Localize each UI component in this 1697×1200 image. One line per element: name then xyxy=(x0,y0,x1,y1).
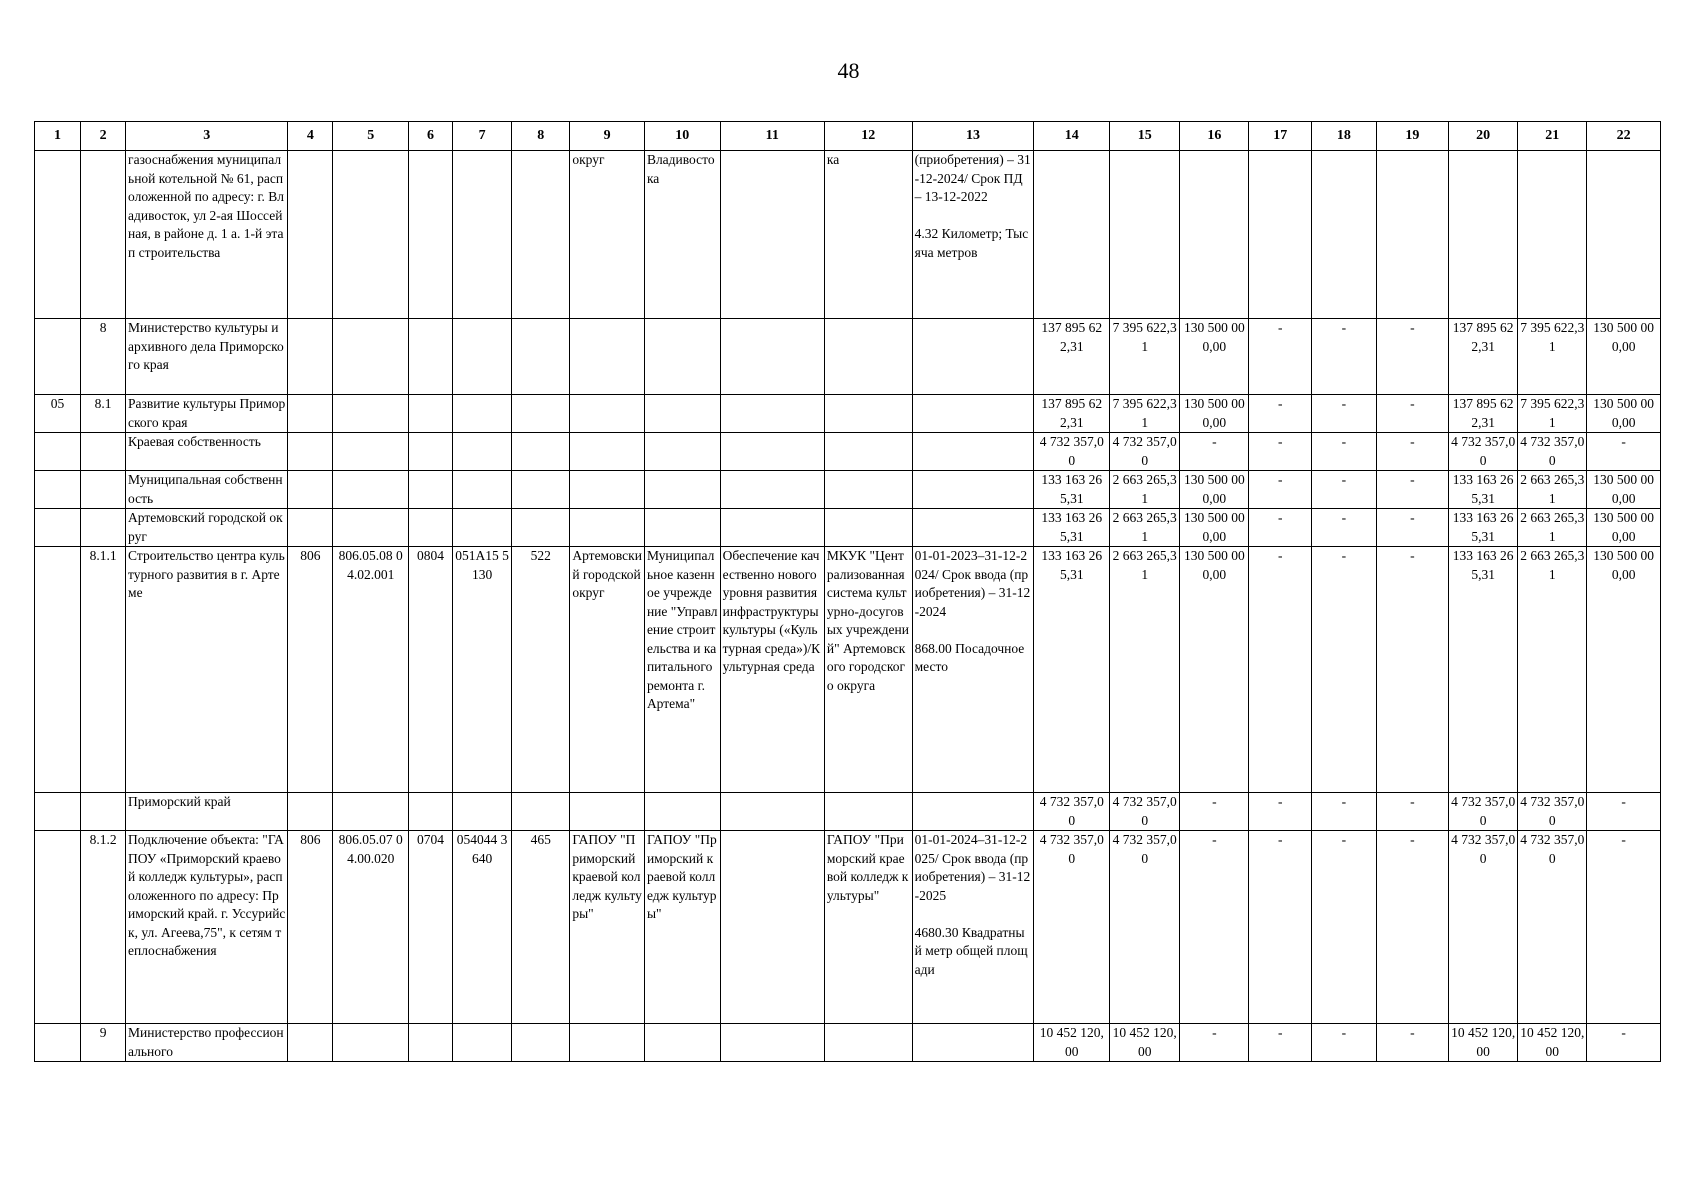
cell-col-22: - xyxy=(1587,1024,1661,1062)
col-header: 1 xyxy=(35,122,81,151)
program-table xyxy=(34,121,1661,1062)
cell-col-4 xyxy=(288,151,333,319)
cell-col-6 xyxy=(409,1024,453,1062)
cell-col-10 xyxy=(644,509,720,547)
cell-col-17: - xyxy=(1249,831,1312,1024)
table-row xyxy=(35,471,1661,509)
cell-col-22: - xyxy=(1587,831,1661,1024)
cell-col-5: 806.05.08 04.02.001 xyxy=(333,547,409,793)
cell-col-12: ГАПОУ "Приморский краевой колледж культуры" xyxy=(824,831,912,1024)
cell-col-1 xyxy=(35,319,81,395)
cell-col-11 xyxy=(720,831,824,1024)
cell-col-17: - xyxy=(1249,509,1312,547)
table-row xyxy=(35,395,1661,433)
cell-col-20: 133 163 265,31 xyxy=(1449,471,1518,509)
cell-col-16: 130 500 000,00 xyxy=(1180,509,1249,547)
table-row xyxy=(35,151,1661,319)
col-header: 16 xyxy=(1180,122,1249,151)
cell-col-19: - xyxy=(1376,793,1448,831)
cell-col-15: 10 452 120,00 xyxy=(1110,1024,1180,1062)
cell-col-7 xyxy=(452,793,511,831)
cell-col-18: - xyxy=(1311,1024,1376,1062)
cell-col-12 xyxy=(824,509,912,547)
cell-col-19: - xyxy=(1376,319,1448,395)
cell-col-8 xyxy=(512,509,570,547)
cell-col-2: 9 xyxy=(81,1024,126,1062)
cell-col-11 xyxy=(720,1024,824,1062)
cell-col-1: 05 xyxy=(35,395,81,433)
col-header: 6 xyxy=(409,122,453,151)
cell-col-10: Муниципальное казенное учреждение "Управление строительства и капитального ремонта г. Артема" xyxy=(644,547,720,793)
cell-col-11 xyxy=(720,433,824,471)
cell-col-20: 133 163 265,31 xyxy=(1449,509,1518,547)
cell-col-4: 806 xyxy=(288,831,333,1024)
cell-col-20: 10 452 120,00 xyxy=(1449,1024,1518,1062)
col-header: 19 xyxy=(1376,122,1448,151)
cell-col-1 xyxy=(35,547,81,793)
cell-col-19: - xyxy=(1376,831,1448,1024)
cell-col-21: 4 732 357,00 xyxy=(1518,793,1587,831)
cell-col-13: 01-01-2024–31-12-2025/ Срок ввода (приобретения) – 31-12-2025 4680.30 Квадратный метр общей площади xyxy=(912,831,1034,1024)
cell-col-3: Министерство профессионального xyxy=(126,1024,288,1062)
cell-col-7 xyxy=(452,151,511,319)
cell-col-19: - xyxy=(1376,471,1448,509)
cell-col-1 xyxy=(35,433,81,471)
cell-col-12 xyxy=(824,471,912,509)
cell-col-22: 130 500 000,00 xyxy=(1587,395,1661,433)
col-header: 14 xyxy=(1034,122,1110,151)
cell-col-15: 4 732 357,00 xyxy=(1110,793,1180,831)
cell-col-11 xyxy=(720,395,824,433)
cell-col-4 xyxy=(288,793,333,831)
cell-col-7: 051A15 5130 xyxy=(452,547,511,793)
cell-col-3: Подключение объекта: "ГАПОУ «Приморский краевой колледж культуры», расположенного по адресу: Приморский край. г. Уссурийск, ул. Агеева,75", к сетям теплоснабжения xyxy=(126,831,288,1024)
cell-col-2 xyxy=(81,471,126,509)
cell-col-16: - xyxy=(1180,433,1249,471)
cell-col-11 xyxy=(720,319,824,395)
cell-col-1 xyxy=(35,1024,81,1062)
cell-col-10 xyxy=(644,1024,720,1062)
cell-col-9: ГАПОУ "Приморский краевой колледж культуры" xyxy=(570,831,645,1024)
cell-col-13 xyxy=(912,509,1034,547)
cell-col-5 xyxy=(333,509,409,547)
cell-col-4 xyxy=(288,509,333,547)
cell-col-1 xyxy=(35,151,81,319)
cell-col-18: - xyxy=(1311,395,1376,433)
cell-col-21: 4 732 357,00 xyxy=(1518,831,1587,1024)
cell-col-3: Артемовский городской округ xyxy=(126,509,288,547)
cell-col-7 xyxy=(452,509,511,547)
cell-col-1 xyxy=(35,793,81,831)
cell-col-18: - xyxy=(1311,509,1376,547)
col-header: 15 xyxy=(1110,122,1180,151)
col-header: 10 xyxy=(644,122,720,151)
cell-col-21: 2 663 265,31 xyxy=(1518,471,1587,509)
cell-col-14: 4 732 357,00 xyxy=(1034,433,1110,471)
cell-col-1 xyxy=(35,471,81,509)
col-header: 13 xyxy=(912,122,1034,151)
cell-col-10: Владивостока xyxy=(644,151,720,319)
cell-col-3: Краевая собственность xyxy=(126,433,288,471)
cell-col-17: - xyxy=(1249,547,1312,793)
cell-col-7 xyxy=(452,395,511,433)
col-header: 21 xyxy=(1518,122,1587,151)
cell-col-7 xyxy=(452,319,511,395)
cell-col-7 xyxy=(452,1024,511,1062)
cell-col-16: - xyxy=(1180,1024,1249,1062)
cell-col-3: газоснабжения муниципальной котельной № 61, расположенной по адресу: г. Владивосток, ул 2-ая Шоссейная, в районе д. 1 а. 1-й этап строительства xyxy=(126,151,288,319)
cell-col-15: 2 663 265,31 xyxy=(1110,509,1180,547)
cell-col-13: (приобретения) – 31-12-2024/ Срок ПД – 13-12-2022 4.32 Километр; Тысяча метров xyxy=(912,151,1034,319)
cell-col-9 xyxy=(570,319,645,395)
cell-col-10 xyxy=(644,471,720,509)
cell-col-8 xyxy=(512,793,570,831)
cell-col-4: 806 xyxy=(288,547,333,793)
cell-col-12 xyxy=(824,395,912,433)
col-header: 7 xyxy=(452,122,511,151)
col-header: 22 xyxy=(1587,122,1661,151)
cell-col-17: - xyxy=(1249,319,1312,395)
cell-col-10 xyxy=(644,433,720,471)
cell-col-21: 2 663 265,31 xyxy=(1518,509,1587,547)
cell-col-20: 137 895 622,31 xyxy=(1449,395,1518,433)
cell-col-12: МКУК "Централизованная система культурно-досуговых учреждений" Артемовского городского округа xyxy=(824,547,912,793)
cell-col-6 xyxy=(409,509,453,547)
cell-col-13 xyxy=(912,433,1034,471)
cell-col-6 xyxy=(409,793,453,831)
cell-col-2: 8.1.2 xyxy=(81,831,126,1024)
col-header: 20 xyxy=(1449,122,1518,151)
cell-col-18: - xyxy=(1311,793,1376,831)
cell-col-3: Развитие культуры Приморского края xyxy=(126,395,288,433)
cell-col-3: Муниципальная собственность xyxy=(126,471,288,509)
cell-col-19: - xyxy=(1376,509,1448,547)
cell-col-7: 054044 3640 xyxy=(452,831,511,1024)
cell-col-20 xyxy=(1449,151,1518,319)
cell-col-14: 137 895 622,31 xyxy=(1034,395,1110,433)
cell-col-10 xyxy=(644,793,720,831)
table-row xyxy=(35,1024,1661,1062)
cell-col-2 xyxy=(81,509,126,547)
cell-col-6: 0804 xyxy=(409,547,453,793)
cell-col-10: ГАПОУ "Приморский краевой колледж культуры" xyxy=(644,831,720,1024)
cell-col-20: 137 895 622,31 xyxy=(1449,319,1518,395)
cell-col-2 xyxy=(81,433,126,471)
cell-col-19: - xyxy=(1376,547,1448,793)
cell-col-22: 130 500 000,00 xyxy=(1587,319,1661,395)
table-row xyxy=(35,319,1661,395)
cell-col-16: 130 500 000,00 xyxy=(1180,547,1249,793)
cell-col-4 xyxy=(288,433,333,471)
col-header: 9 xyxy=(570,122,645,151)
cell-col-11: Обеспечение качественно нового уровня развития инфраструктуры культуры («Культурная среда»)/Культурная среда xyxy=(720,547,824,793)
cell-col-4 xyxy=(288,319,333,395)
cell-col-5 xyxy=(333,433,409,471)
cell-col-10 xyxy=(644,395,720,433)
cell-col-21: 7 395 622,31 xyxy=(1518,319,1587,395)
cell-col-18: - xyxy=(1311,319,1376,395)
col-header: 18 xyxy=(1311,122,1376,151)
cell-col-9: Артемовский городской округ xyxy=(570,547,645,793)
cell-col-16: 130 500 000,00 xyxy=(1180,319,1249,395)
cell-col-9 xyxy=(570,793,645,831)
cell-col-5 xyxy=(333,471,409,509)
cell-col-9 xyxy=(570,509,645,547)
cell-col-7 xyxy=(452,433,511,471)
cell-col-6 xyxy=(409,433,453,471)
cell-col-18: - xyxy=(1311,433,1376,471)
cell-col-14: 4 732 357,00 xyxy=(1034,831,1110,1024)
cell-col-14: 4 732 357,00 xyxy=(1034,793,1110,831)
col-header: 5 xyxy=(333,122,409,151)
cell-col-5: 806.05.07 04.00.020 xyxy=(333,831,409,1024)
cell-col-5 xyxy=(333,151,409,319)
cell-col-2: 8.1 xyxy=(81,395,126,433)
cell-col-11 xyxy=(720,151,824,319)
cell-col-9 xyxy=(570,433,645,471)
header-row xyxy=(35,122,1661,151)
cell-col-3: Министерство культуры и архивного дела Приморского края xyxy=(126,319,288,395)
cell-col-22 xyxy=(1587,151,1661,319)
cell-col-2: 8.1.1 xyxy=(81,547,126,793)
cell-col-22: 130 500 000,00 xyxy=(1587,471,1661,509)
cell-col-8 xyxy=(512,433,570,471)
cell-col-5 xyxy=(333,793,409,831)
cell-col-12: ка xyxy=(824,151,912,319)
cell-col-5 xyxy=(333,395,409,433)
cell-col-7 xyxy=(452,471,511,509)
cell-col-21 xyxy=(1518,151,1587,319)
cell-col-12 xyxy=(824,433,912,471)
cell-col-12 xyxy=(824,1024,912,1062)
col-header: 12 xyxy=(824,122,912,151)
cell-col-8 xyxy=(512,395,570,433)
cell-col-20: 4 732 357,00 xyxy=(1449,793,1518,831)
cell-col-19: - xyxy=(1376,1024,1448,1062)
cell-col-21: 7 395 622,31 xyxy=(1518,395,1587,433)
cell-col-4 xyxy=(288,395,333,433)
cell-col-14: 137 895 622,31 xyxy=(1034,319,1110,395)
cell-col-17: - xyxy=(1249,793,1312,831)
cell-col-11 xyxy=(720,793,824,831)
cell-col-3: Строительство центра культурного развития в г. Артеме xyxy=(126,547,288,793)
table-row xyxy=(35,831,1661,1024)
cell-col-18 xyxy=(1311,151,1376,319)
cell-col-19 xyxy=(1376,151,1448,319)
cell-col-14 xyxy=(1034,151,1110,319)
cell-col-17: - xyxy=(1249,395,1312,433)
cell-col-8: 522 xyxy=(512,547,570,793)
cell-col-17: - xyxy=(1249,471,1312,509)
cell-col-18: - xyxy=(1311,471,1376,509)
cell-col-22: 130 500 000,00 xyxy=(1587,509,1661,547)
page-number: 48 xyxy=(837,58,860,83)
table-row xyxy=(35,433,1661,471)
cell-col-21: 10 452 120,00 xyxy=(1518,1024,1587,1062)
col-header: 2 xyxy=(81,122,126,151)
cell-col-9 xyxy=(570,471,645,509)
cell-col-4 xyxy=(288,1024,333,1062)
cell-col-15: 7 395 622,31 xyxy=(1110,395,1180,433)
cell-col-15: 2 663 265,31 xyxy=(1110,547,1180,793)
cell-col-1 xyxy=(35,509,81,547)
col-header: 11 xyxy=(720,122,824,151)
cell-col-14: 133 163 265,31 xyxy=(1034,471,1110,509)
cell-col-5 xyxy=(333,319,409,395)
cell-col-2: 8 xyxy=(81,319,126,395)
cell-col-20: 4 732 357,00 xyxy=(1449,433,1518,471)
cell-col-1 xyxy=(35,831,81,1024)
cell-col-6: 0704 xyxy=(409,831,453,1024)
cell-col-8 xyxy=(512,471,570,509)
cell-col-16 xyxy=(1180,151,1249,319)
cell-col-13 xyxy=(912,793,1034,831)
cell-col-18: - xyxy=(1311,547,1376,793)
cell-col-12 xyxy=(824,319,912,395)
cell-col-2 xyxy=(81,151,126,319)
cell-col-6 xyxy=(409,471,453,509)
table-row xyxy=(35,509,1661,547)
cell-col-16: - xyxy=(1180,831,1249,1024)
cell-col-6 xyxy=(409,151,453,319)
cell-col-17 xyxy=(1249,151,1312,319)
cell-col-8 xyxy=(512,319,570,395)
cell-col-13 xyxy=(912,319,1034,395)
cell-col-15: 4 732 357,00 xyxy=(1110,831,1180,1024)
cell-col-11 xyxy=(720,471,824,509)
col-header: 17 xyxy=(1249,122,1312,151)
cell-col-2 xyxy=(81,793,126,831)
cell-col-21: 4 732 357,00 xyxy=(1518,433,1587,471)
cell-col-13 xyxy=(912,395,1034,433)
cell-col-22: 130 500 000,00 xyxy=(1587,547,1661,793)
cell-col-12 xyxy=(824,793,912,831)
cell-col-16: 130 500 000,00 xyxy=(1180,395,1249,433)
cell-col-9 xyxy=(570,1024,645,1062)
table-row xyxy=(35,793,1661,831)
col-header: 4 xyxy=(288,122,333,151)
cell-col-19: - xyxy=(1376,395,1448,433)
cell-col-11 xyxy=(720,509,824,547)
cell-col-21: 2 663 265,31 xyxy=(1518,547,1587,793)
cell-col-9 xyxy=(570,395,645,433)
cell-col-14: 10 452 120,00 xyxy=(1034,1024,1110,1062)
col-header: 8 xyxy=(512,122,570,151)
cell-col-14: 133 163 265,31 xyxy=(1034,547,1110,793)
cell-col-6 xyxy=(409,395,453,433)
cell-col-13 xyxy=(912,1024,1034,1062)
cell-col-22: - xyxy=(1587,793,1661,831)
cell-col-16: 130 500 000,00 xyxy=(1180,471,1249,509)
cell-col-20: 4 732 357,00 xyxy=(1449,831,1518,1024)
col-header: 3 xyxy=(126,122,288,151)
cell-col-4 xyxy=(288,471,333,509)
cell-col-8: 465 xyxy=(512,831,570,1024)
cell-col-15 xyxy=(1110,151,1180,319)
cell-col-22: - xyxy=(1587,433,1661,471)
cell-col-9: округ xyxy=(570,151,645,319)
cell-col-17: - xyxy=(1249,433,1312,471)
table-row xyxy=(35,547,1661,793)
cell-col-8 xyxy=(512,151,570,319)
cell-col-17: - xyxy=(1249,1024,1312,1062)
cell-col-13 xyxy=(912,471,1034,509)
cell-col-3: Приморский край xyxy=(126,793,288,831)
cell-col-15: 4 732 357,00 xyxy=(1110,433,1180,471)
cell-col-20: 133 163 265,31 xyxy=(1449,547,1518,793)
cell-col-15: 7 395 622,31 xyxy=(1110,319,1180,395)
cell-col-19: - xyxy=(1376,433,1448,471)
cell-col-8 xyxy=(512,1024,570,1062)
cell-col-15: 2 663 265,31 xyxy=(1110,471,1180,509)
cell-col-6 xyxy=(409,319,453,395)
cell-col-5 xyxy=(333,1024,409,1062)
cell-col-10 xyxy=(644,319,720,395)
cell-col-13: 01-01-2023–31-12-2024/ Срок ввода (приобретения) – 31-12-2024 868.00 Посадочное место xyxy=(912,547,1034,793)
cell-col-14: 133 163 265,31 xyxy=(1034,509,1110,547)
cell-col-16: - xyxy=(1180,793,1249,831)
cell-col-18: - xyxy=(1311,831,1376,1024)
